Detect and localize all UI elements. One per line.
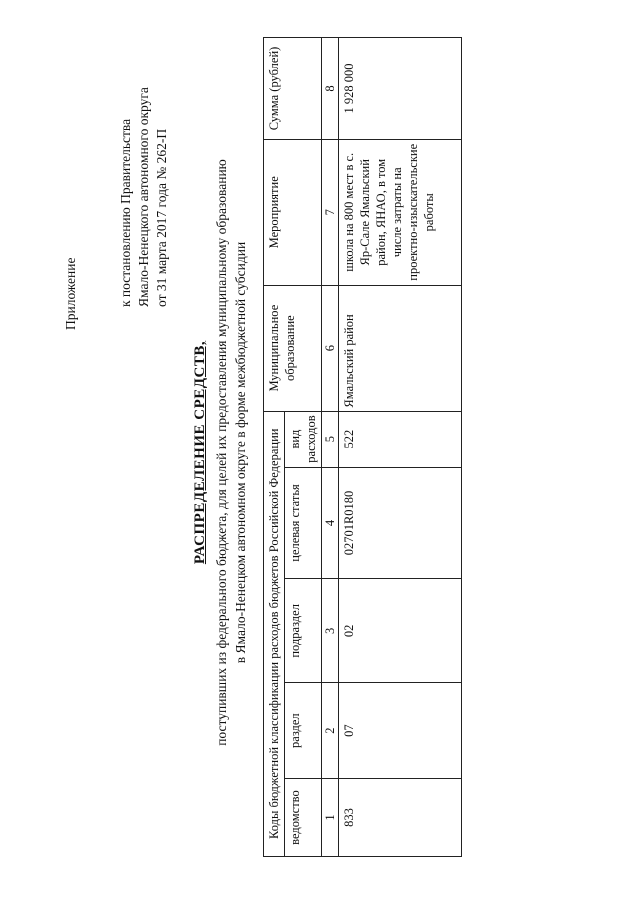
header-vedomstvo: ведомство [285, 779, 322, 857]
column-number: 7 [322, 139, 339, 285]
header-meropriyatie: Мероприятие [264, 139, 322, 285]
appendix-reference [117, 87, 171, 307]
column-number: 1 [322, 779, 339, 857]
appendix-title: Приложение [63, 257, 78, 330]
header-summa: Сумма (рублей) [264, 38, 322, 140]
table-row [339, 38, 462, 857]
cell-razdel: 07 [339, 683, 462, 779]
appendix-line: к постановлению Правительства [118, 118, 133, 307]
document-subtitle-line2: в Ямало-Ненецком автономном округе в форме межбюджетной субсидии [233, 241, 248, 664]
header-municipal: Муниципальное образование [264, 285, 322, 411]
appendix-line: от 31 марта 2017 года № 262-П [154, 128, 169, 307]
document-subtitle-line1: поступивших из федерального бюджета, для целей их предоставления муниципальному образованию [214, 159, 229, 746]
cell-meropriyatie: школа на 800 мест в с. Яр-Сале Ямальский район, ЯНАО, в том числе затраты на проектно-изыскательские работы [339, 139, 462, 285]
header-vid: вид расходов [285, 411, 322, 467]
column-number: 2 [322, 683, 339, 779]
column-number: 5 [322, 411, 339, 467]
cell-summa: 1 928 000 [339, 38, 462, 140]
header-razdel: раздел [285, 683, 322, 779]
header-podrazdel: подраздел [285, 579, 322, 683]
column-number: 8 [322, 38, 339, 140]
header-celevaya: целевая статья [285, 467, 322, 579]
column-number: 3 [322, 579, 339, 683]
distribution-table [263, 37, 462, 857]
column-number: 4 [322, 467, 339, 579]
cell-vedomstvo: 833 [339, 779, 462, 857]
column-number: 6 [322, 285, 339, 411]
cell-celevaya: 02701R0180 [339, 467, 462, 579]
appendix-line: Ямало-Ненецкого автономного округа [136, 87, 151, 307]
cell-vid: 522 [339, 411, 462, 467]
document-title: РАСПРЕДЕЛЕНИЕ СРЕДСТВ, [192, 340, 208, 565]
cell-podrazdel: 02 [339, 579, 462, 683]
cell-municipal: Ямальский район [339, 285, 462, 411]
header-budget-codes: Коды бюджетной классификации расходов бюджетов Российской Федерации [264, 411, 285, 856]
